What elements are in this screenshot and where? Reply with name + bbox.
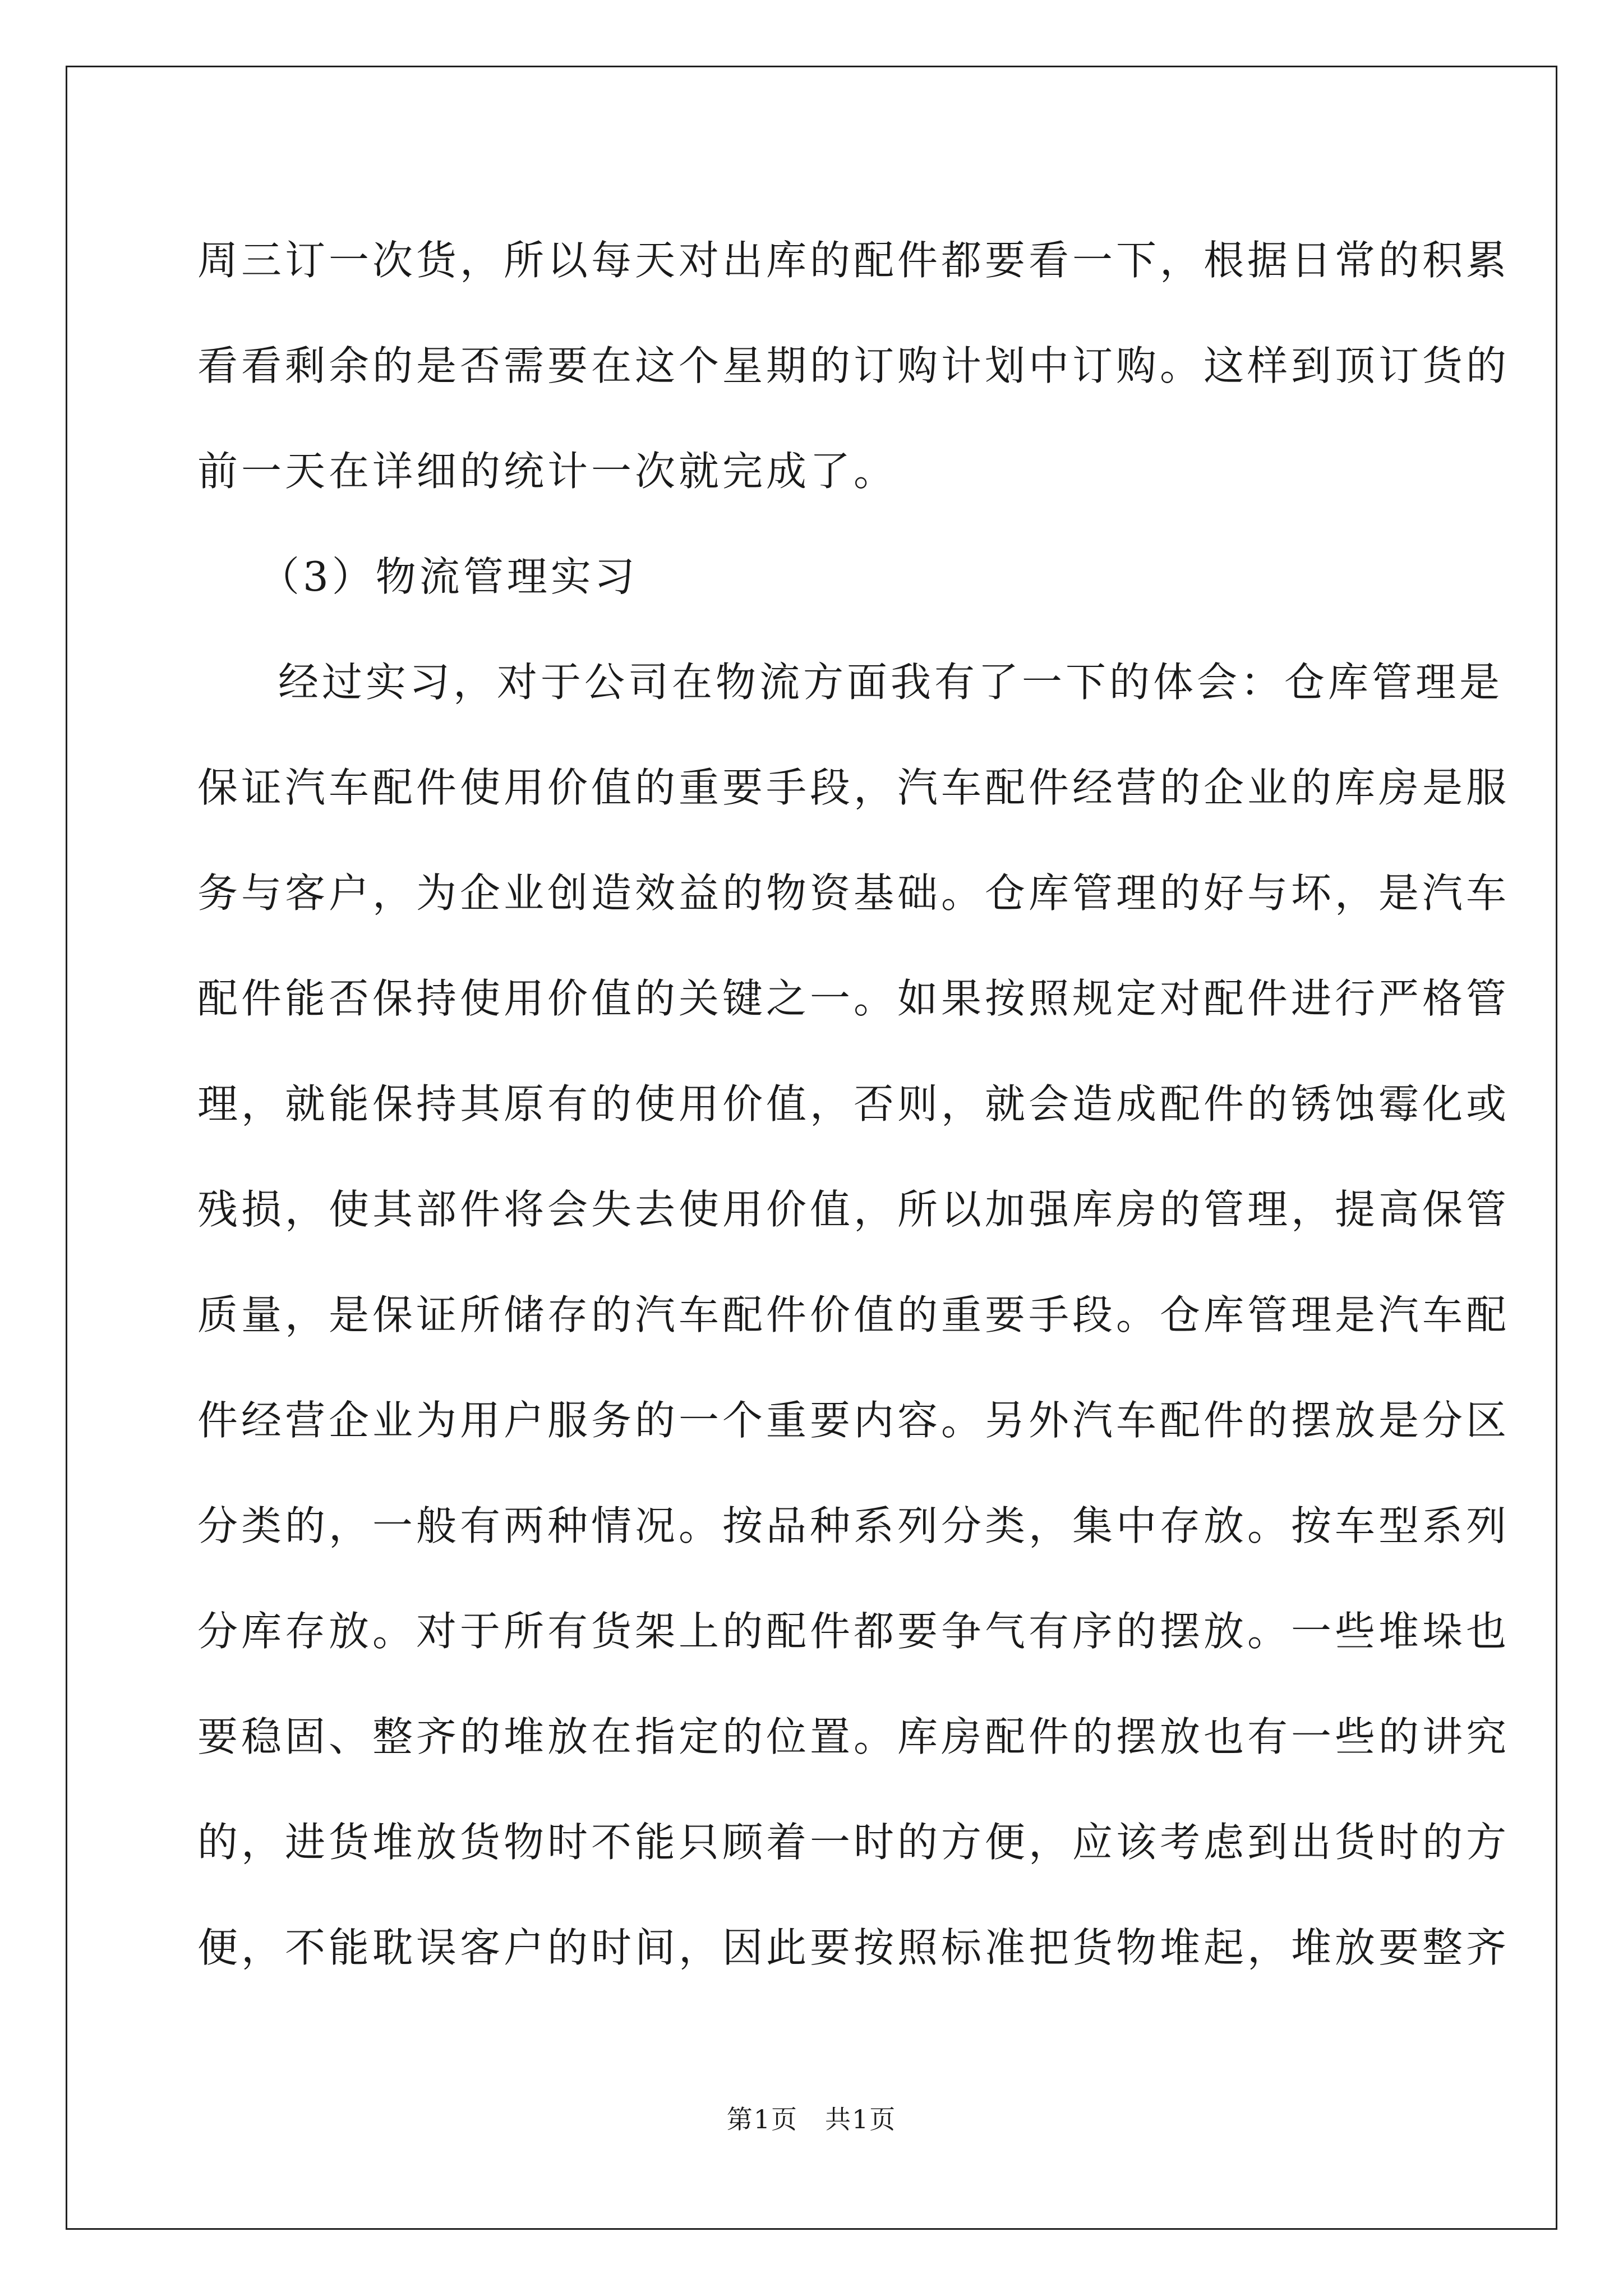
- text-line: 残损，使其部件将会失去使用价值，所以加强库房的管理，提高保管: [197, 1186, 1510, 1233]
- text-line: 配件能否保持使用价值的关键之一。如果按照规定对配件进行严格管: [197, 975, 1510, 1022]
- text-line: 周三订一次货，所以每天对出库的配件都要看一下，根据日常的积累: [197, 237, 1510, 284]
- text-line: 件经营企业为用户服务的一个重要内容。另外汽车配件的摆放是分区: [197, 1397, 1510, 1444]
- text-line: 的，进货堆放货物时不能只顾着一时的方便，应该考虑到出货时的方: [197, 1819, 1510, 1866]
- text-line: 务与客户，为企业创造效益的物资基础。仓库管理的好与坏，是汽车: [197, 869, 1510, 917]
- text-line: 分库存放。对于所有货架上的配件都要争气有序的摆放。一些堆垛也: [197, 1608, 1510, 1655]
- section-heading: （3）物流管理实习: [259, 553, 638, 600]
- text-line: 前一天在详细的统计一次就完成了。: [197, 448, 898, 495]
- text-line: 保证汽车配件使用价值的重要手段，汽车配件经营的企业的库房是服: [197, 764, 1510, 811]
- text-line: 质量，是保证所储存的汽车配件价值的重要手段。仓库管理是汽车配: [197, 1291, 1510, 1338]
- text-line: 看看剩余的是否需要在这个星期的订购计划中订购。这样到顶订货的: [197, 342, 1510, 389]
- text-line: 便，不能耽误客户的时间，因此要按照标准把货物堆起，堆放要整齐: [197, 1924, 1510, 1971]
- document-body: [197, 208, 1510, 2000]
- paragraph-first-line: 经过实习，对于公司在物流方面我有了一下的体会：仓库管理是: [278, 659, 1504, 706]
- text-line: 理，就能保持其原有的使用价值，否则，就会造成配件的锈蚀霉化或: [197, 1080, 1510, 1128]
- text-line: 要稳固、整齐的堆放在指定的位置。库房配件的摆放也有一些的讲究: [197, 1713, 1510, 1760]
- text-line: 分类的，一般有两种情况。按品种系列分类，集中存放。按车型系列: [197, 1502, 1510, 1549]
- page-footer: 第1页 共1页: [726, 2104, 897, 2134]
